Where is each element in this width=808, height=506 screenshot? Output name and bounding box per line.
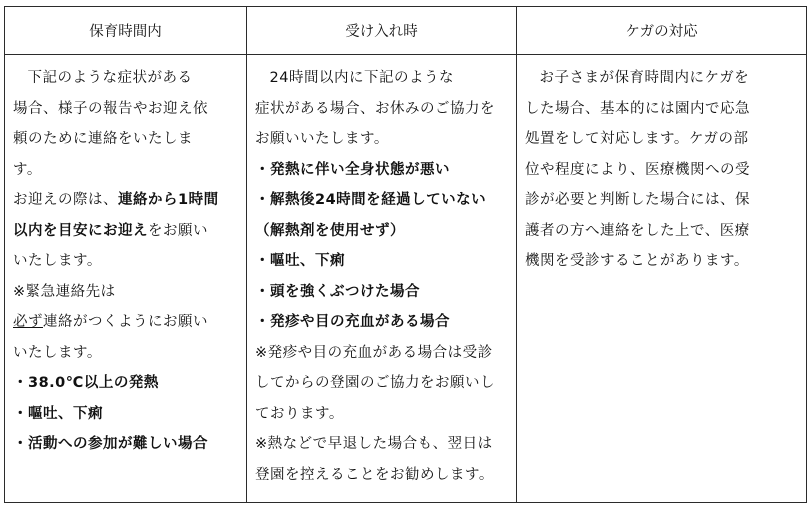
note-line: してからの登園のご協力をお願いし	[255, 375, 495, 391]
text-line: 頼のために連絡をいたしま	[13, 131, 193, 147]
content-row	[5, 55, 807, 503]
text-line: 診が必要と判断した場合には、保	[525, 192, 750, 208]
text-line: お願いいたします。	[255, 131, 389, 147]
text-line: 機関を受診することがあります。	[525, 253, 749, 269]
emphasis-text: 連絡から1時間	[118, 192, 219, 208]
header-row	[5, 7, 807, 55]
text-line: いたします。	[13, 344, 102, 361]
header-injury-response: ケガの対応	[517, 7, 807, 55]
text-line: した場合、基本的には園内で応急	[525, 100, 750, 117]
note-line: ております。	[255, 405, 344, 422]
note-line: ※発疹や目の充血がある場合は受診	[255, 344, 493, 361]
header-on-arrival: 受け入れ時	[247, 7, 517, 55]
text-line: す。	[13, 161, 42, 178]
note-line: 登園を控えることをお勧めします。	[255, 466, 494, 483]
text-line	[13, 216, 238, 247]
symptom-bullet: ・嘔吐、下痢	[13, 405, 103, 422]
symptom-bullet-sub: （解熱剤を使用せず）	[255, 222, 405, 239]
text-line: 護者の方へ連絡をした上で、医療	[525, 222, 750, 239]
text-line: 位や程度により、医療機関への受	[525, 161, 750, 178]
symptom-bullet: ・発熱に伴い全身状態が悪い	[255, 161, 450, 178]
text-line: 症状がある場合、お休みのご協力を	[255, 100, 495, 117]
symptom-bullet: ・38.0℃以上の発熱	[13, 375, 159, 391]
text-line	[13, 307, 238, 338]
care-policy-table	[4, 6, 807, 503]
text-line: お子さまが保育時間内にケガを	[539, 70, 750, 86]
text-line: 24時間以内に下記のような	[269, 70, 454, 86]
cell-injury-response	[517, 55, 807, 503]
underlined-text: 必ず	[13, 314, 43, 330]
text-fragment: 連絡がつくようにお願い	[43, 314, 208, 330]
symptom-bullet: ・嘔吐、下痢	[255, 253, 345, 269]
emphasis-text: 以内を目安にお迎え	[13, 222, 148, 239]
note-line: ※緊急連絡先は	[13, 283, 116, 300]
text-line: 場合、様子の報告やお迎え依	[13, 100, 208, 117]
text-line: 下記のような症状がある	[27, 70, 193, 86]
cell-on-arrival	[247, 55, 517, 503]
symptom-bullet: ・頭を強くぶつけた場合	[255, 283, 420, 300]
text-fragment: お迎えの際は、	[13, 192, 118, 208]
text-fragment: をお願い	[148, 222, 208, 239]
header-during-care: 保育時間内	[5, 7, 247, 55]
text-line: 処置をして対応します。ケガの部	[525, 131, 749, 147]
cell-during-care	[5, 55, 247, 503]
symptom-bullet: ・活動への参加が難しい場合	[13, 436, 208, 452]
text-line: いたします。	[13, 253, 102, 269]
note-line: ※熱などで早退した場合も、翌日は	[255, 436, 493, 452]
text-line	[13, 185, 238, 216]
symptom-bullet: ・解熱後24時間を経過していない	[255, 192, 487, 208]
symptom-bullet: ・発疹や目の充血がある場合	[255, 314, 450, 330]
